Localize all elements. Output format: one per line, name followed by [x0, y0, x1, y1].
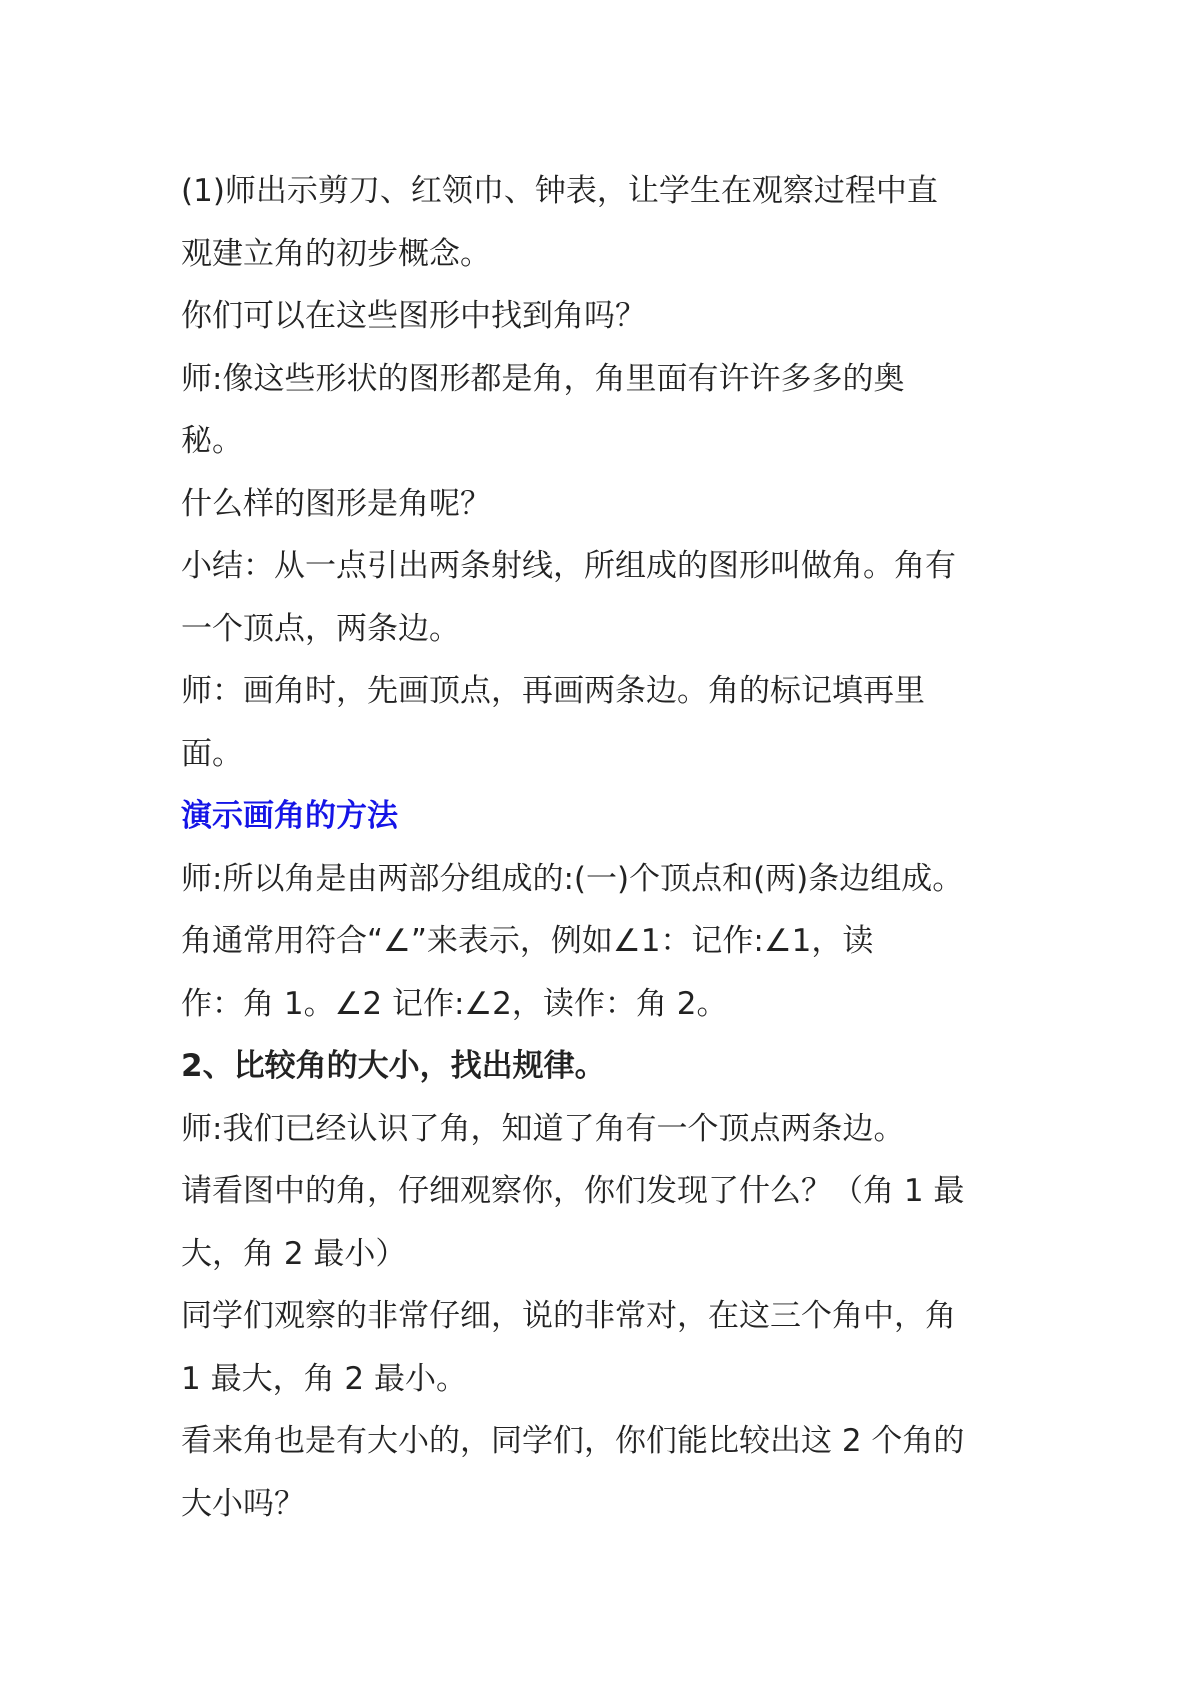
text-line: 大，角 2 最小）	[181, 1235, 407, 1272]
text-line: 师:像这些形状的图形都是角，角里面有许许多多的奥	[181, 360, 905, 397]
text-line: 请看图中的角，仔细观察你，你们发现了什么？（角 1 最	[181, 1173, 965, 1209]
text-line: (1)师出示剪刀、红领巾、钟表，让学生在观察过程中直	[181, 173, 938, 209]
text-line: 看来角也是有大小的，同学们，你们能比较出这 2 个角的	[181, 1423, 965, 1459]
text-line: 面。	[181, 735, 243, 772]
text-line: 师:我们已经认识了角，知道了角有一个顶点两条边。	[181, 1110, 905, 1147]
text-line: 同学们观察的非常仔细，说的非常对，在这三个角中，角	[181, 1298, 956, 1334]
text-line: 角通常用符合“∠”来表示，例如∠1：记作:∠1，读	[181, 923, 874, 959]
text-line: 秘。	[181, 423, 243, 459]
text-line: 师：画角时，先画顶点，再画两条边。角的标记填再里	[181, 673, 925, 709]
text-line: 师:所以角是由两部分组成的:(一)个顶点和(两)条边组成。	[181, 860, 964, 897]
text-line: 一个顶点，两条边。	[181, 610, 460, 647]
section-heading-demo: 演示画角的方法	[181, 798, 398, 834]
text-line: 什么样的图形是角呢？	[181, 485, 491, 522]
text-line: 你们可以在这些图形中找到角吗？	[181, 298, 646, 334]
text-line: 小结：从一点引出两条射线，所组成的图形叫做角。角有	[181, 548, 956, 584]
document-page	[181, 160, 1021, 1535]
text-line: 作：角 1。∠2 记作:∠2，读作：角 2。	[181, 985, 728, 1022]
text-line: 大小吗？	[181, 1485, 305, 1522]
section-heading-compare: 2、比较角的大小，找出规律。	[181, 1048, 606, 1084]
text-line: 观建立角的初步概念。	[181, 235, 491, 272]
text-line: 1 最大，角 2 最小。	[181, 1360, 468, 1397]
